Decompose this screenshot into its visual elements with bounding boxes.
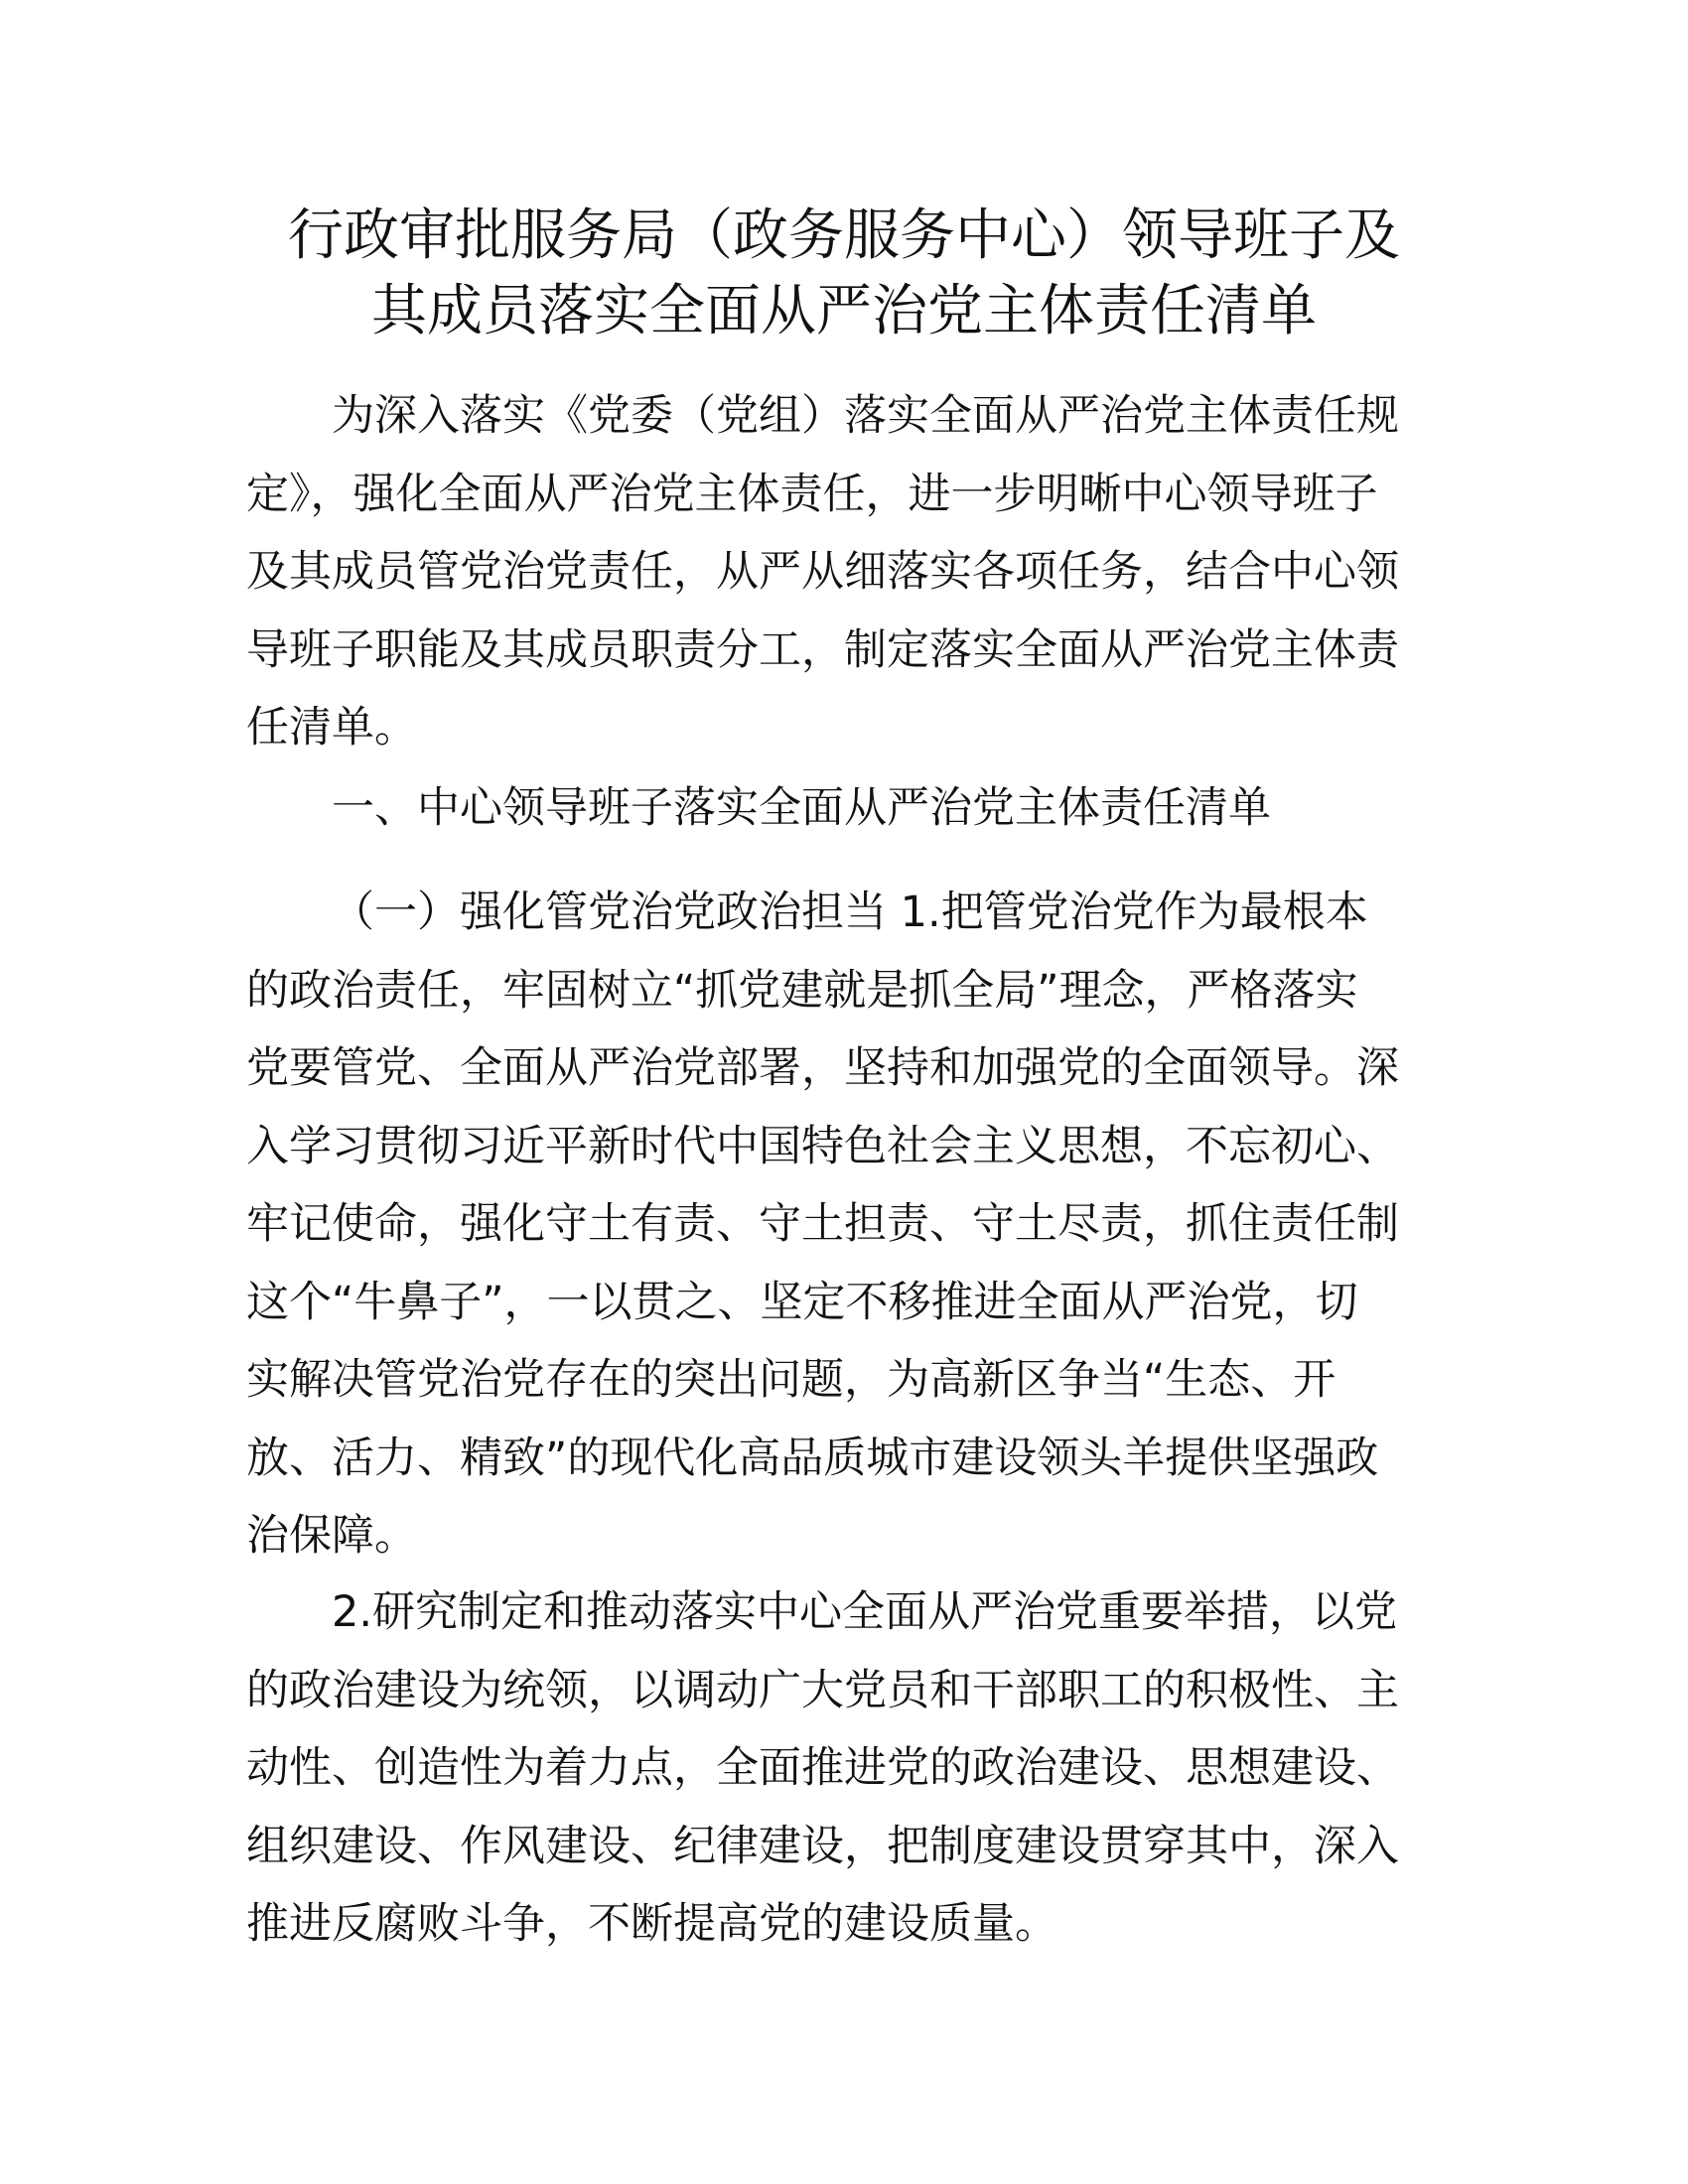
text-line: 推进反腐败斗争，不断提高党的建设质量。: [246, 1899, 1057, 1949]
text-line: 的政治建设为统领，以调动广大党员和干部职工的积极性、主: [246, 1665, 1399, 1715]
text-line: 入学习贯彻习近平新时代中国特色社会主义思想，不忘初心、: [246, 1121, 1399, 1171]
title-line: 其成员落实全面从严治党主体责任清单: [371, 279, 1317, 343]
intro-paragraph: [246, 377, 1438, 767]
paragraph-2: [246, 1573, 1438, 1964]
text-line: 这个“牛鼻子”，一以贯之、坚定不移推进全面从严治党，切: [246, 1277, 1358, 1327]
title-line: 行政审批服务局（政务服务中心）领导班子及: [288, 204, 1400, 268]
text-line: 治保障。: [246, 1511, 417, 1561]
text-line: 定》，强化全面从严治党主体责任，进一步明晰中心领导班子: [246, 469, 1378, 519]
paragraph-1: [246, 874, 1438, 1575]
document-title: [218, 199, 1470, 349]
text-line: 组织建设、作风建设、纪律建设，把制度建设贯穿其中，深入: [246, 1821, 1399, 1871]
section-heading: [246, 769, 1438, 848]
text-line: 导班子职能及其成员职责分工，制定落实全面从严治党主体责: [246, 624, 1399, 675]
text-line: 党要管党、全面从严治党部署，坚持和加强党的全面领导。深: [246, 1043, 1399, 1093]
text-line: 实解决管党治党存在的突出问题，为高新区争当“生态、开: [246, 1355, 1336, 1405]
text-line: 动性、创造性为着力点，全面推进党的政治建设、思想建设、: [246, 1743, 1399, 1793]
text-line: 任清单。: [246, 703, 417, 752]
text-line: 为深入落实《党委（党组）落实全面从严治党主体责任规: [332, 391, 1399, 441]
text-line: （一）强化管党治党政治担当 1.把管党治党作为最根本: [332, 887, 1368, 937]
text-line: 放、活力、精致”的现代化高品质城市建设领头羊提供坚强政: [246, 1433, 1379, 1483]
text-line: 2.研究制定和推动落实中心全面从严治党重要举措，以党: [332, 1587, 1398, 1637]
text-line: 及其成员管党治党责任，从严从细落实各项任务，结合中心领: [246, 547, 1399, 597]
text-line: 一、中心领导班子落实全面从严治党主体责任清单: [332, 783, 1271, 833]
text-line: 牢记使命，强化守土有责、守土担责、守土尽责，抓住责任制: [246, 1199, 1399, 1249]
text-line: 的政治责任，牢固树立“抓党建就是抓全局”理念，严格落实: [246, 965, 1358, 1016]
